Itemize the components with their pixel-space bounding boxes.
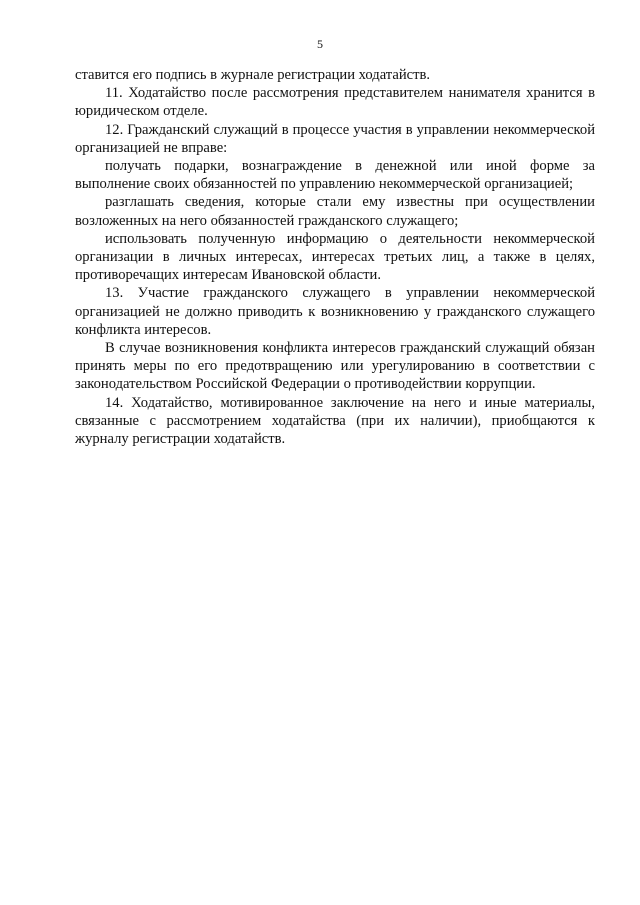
paragraph-item-11: 11. Ходатайство после рассмотрения представителем нанимателя хранится в юридическом отделе. xyxy=(75,85,595,120)
paragraph-prohibition-information-use: использовать полученную информацию о деятельности некоммерческой организации в личных интересах, интересах третьих лиц, а также в целях, противоречащих интересам Ивановской области. xyxy=(75,230,595,284)
paragraph-item-14: 14. Ходатайство, мотивированное заключение на него и иные материалы, связанные с рассмотрением ходатайства (при их наличии), приобщаются к журналу регистрации ходатайств. xyxy=(75,394,595,448)
paragraph-conflict-of-interest: В случае возникновения конфликта интересов гражданский служащий обязан принять меры по его предотвращению или урегулированию в соответствии с законодательством Российской Федерации о противодействии коррупции. xyxy=(75,340,595,393)
paragraph-continuation: ставится его подпись в журнале регистрации ходатайств. xyxy=(75,67,431,83)
paragraph-prohibition-gifts: получать подарки, вознаграждение в денежной или иной форме за выполнение своих обязанностей по управлению некоммерческой организацией; xyxy=(75,158,595,193)
paragraph-item-13: 13. Участие гражданского служащего в управлении некоммерческой организацией не должно приводить к возникновению у гражданского служащего конфликта интересов. xyxy=(75,285,595,338)
paragraph-item-12: 12. Гражданский служащий в процессе участия в управлении некоммерческой организацией не вправе: xyxy=(75,121,595,156)
document-body xyxy=(75,66,595,448)
paragraph-prohibition-disclosure: разглашать сведения, которые стали ему известны при осуществлении возложенных на него обязанностей гражданского служащего; xyxy=(75,194,595,229)
page-number: 5 xyxy=(317,37,323,51)
